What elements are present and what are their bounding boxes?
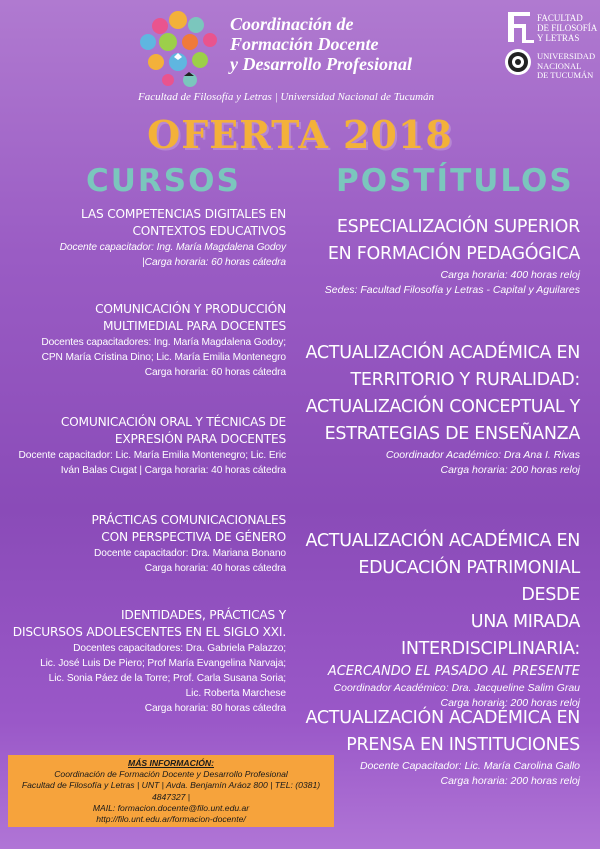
postitulo-detail-line: Carga horaria: 200 horas reloj [440, 775, 580, 787]
postitulo-title-line: ACTUALIZACIÓN ACADÉMICA EN [305, 531, 580, 551]
course-detail-line: Carga horaria: 60 horas cátedra [144, 367, 286, 378]
info-url[interactable]: http://filo.unt.edu.ar/formacion-docente/ [96, 814, 246, 825]
course-detail-line: CPN María Cristina Dino; Lic. María Emilia Montenegro [41, 352, 286, 363]
bubble-cluster-logo-icon [138, 10, 220, 88]
postitulo-title-line: ACTUALIZACIÓN ACADÉMICA EN [305, 708, 580, 728]
info-email[interactable]: MAIL: formacion.docente@filo.unt.edu.ar [92, 802, 250, 813]
unt-logo-line: UNIVERSIDAD [537, 51, 596, 61]
org-title-line: Formación Docente [230, 34, 379, 54]
postitulo-subtitle: ACERCANDO EL PASADO AL PRESENTE [327, 664, 580, 679]
unt-seal-icon [504, 48, 532, 76]
postitulo-title-line: EN FORMACIÓN PEDAGÓGICA [327, 244, 580, 264]
course-detail-line: Iván Balas Cugat | Carga horaria: 40 horas cátedra [60, 465, 286, 476]
info-line: Coordinación de Formación Docente y Desarrollo Profesional [54, 769, 288, 780]
course-item [6, 206, 286, 270]
postitulo-detail-line: Docente Capacitador: Lic. María Carolina Gallo [359, 760, 580, 772]
info-box [8, 755, 334, 827]
course-title-line: MULTIMEDIAL PARA DOCENTES [102, 319, 286, 333]
unt-logo-text [537, 52, 595, 81]
course-title-line: EXPRESIÓN PARA DOCENTES [114, 432, 286, 446]
postitulo-title-line: ESTRATEGIAS DE ENSEÑANZA [324, 424, 580, 444]
postitulo-title-line: PRENSA EN INSTITUCIONES [346, 735, 580, 755]
postitulo-details [300, 759, 580, 789]
postitulo-item [300, 705, 580, 789]
unt-logo-line: DE TUCUMÁN [537, 70, 594, 80]
course-title-line: CONTEXTOS EDUCATIVOS [132, 224, 286, 238]
course-details [6, 448, 286, 478]
org-title [230, 14, 500, 74]
postitulo-title [300, 214, 580, 268]
course-title [6, 206, 286, 240]
postitulo-detail-line: Sedes: Facultad Filosofía y Letras - Capital y Aguilares [324, 284, 580, 296]
course-details [0, 641, 286, 716]
course-title [6, 512, 286, 546]
course-title-line: PRÁCTICAS COMUNICACIONALES [91, 513, 286, 527]
main-title: OFERTA 2018 [147, 112, 453, 157]
postitulo-details [300, 448, 580, 478]
course-title-line: COMUNICACIÓN Y PRODUCCIÓN [95, 302, 286, 316]
course-detail-line: Lic. José Luis De Piero; Prof María Evangelina Narvaja; [40, 658, 286, 669]
course-title [6, 414, 286, 448]
postitulo-item [300, 528, 580, 711]
postitulo-details [300, 268, 580, 298]
course-detail-line: Docentes capacitadores: Ing. María Magdalena Godoy; [41, 337, 286, 348]
course-item [6, 414, 286, 478]
course-detail-line: Docentes capacitadores: Dra. Gabriela Palazzo; [73, 643, 286, 654]
course-detail-line: Carga horaria: 80 horas cátedra [144, 703, 286, 714]
course-detail-line: Carga horaria: 40 horas cátedra [144, 563, 286, 574]
postitulo-detail-line: Coordinador Académico: Dra. Jacqueline Salim Grau [333, 682, 580, 694]
postitulo-title-line: TERRITORIO Y RURALIDAD: [350, 370, 580, 390]
postitulo-item [300, 340, 580, 478]
course-title [0, 607, 286, 641]
info-line: Facultad de Filosofía y Letras | UNT | Avda. Benjamín Aráoz 800 | TEL: (0381) 4847327 | [21, 780, 321, 802]
postitulo-detail-line: Coordinador Académico: Dra Ana I. Rivas [385, 449, 580, 461]
course-detail-line: Docente capacitador: Dra. Mariana Bonano [94, 548, 286, 559]
org-title-line: Coordinación de [230, 14, 354, 34]
fl-logo-line: DE FILOSOFÍA [537, 23, 598, 33]
course-item [6, 512, 286, 576]
postitulo-title [300, 528, 580, 663]
fl-logo-icon [504, 10, 536, 44]
course-title-line: COMUNICACIÓN ORAL Y TÉCNICAS DE [60, 415, 286, 429]
org-title-line: y Desarrollo Profesional [230, 54, 412, 74]
course-detail-line: Lic. Roberta Marchese [185, 688, 286, 699]
postitulo-title-line: EDUCACIÓN PATRIMONIAL DESDE [358, 558, 580, 605]
postitulo-item [300, 214, 580, 298]
fl-logo-text [537, 13, 597, 43]
course-item [6, 301, 286, 380]
course-title-line: CON PERSPECTIVA DE GÉNERO [101, 530, 286, 544]
postitulo-detail-line: Carga horaria: 200 horas reloj [440, 697, 580, 709]
course-title-line: IDENTIDADES, PRÁCTICAS Y [120, 608, 286, 622]
fl-logo-line: Y LETRAS [537, 33, 580, 43]
course-detail-line: Lic. Sonia Páez de la Torre; Prof. Carla Susana Soria; [48, 673, 286, 684]
course-details [6, 546, 286, 576]
course-detail-line: |Carga horaria: 60 horas cátedra [142, 257, 286, 268]
faculty-subtitle: Facultad de Filosofía y Letras | Universidad Nacional de Tucumán [138, 91, 435, 103]
cursos-heading: CURSOS [86, 163, 241, 199]
postitulo-title [300, 340, 580, 448]
course-detail-line: Docente capacitador: Lic. María Emilia Montenegro; Lic. Eric [18, 450, 286, 461]
unt-logo-line: NACIONAL [537, 60, 582, 71]
postitulo-detail-line: Carga horaria: 200 horas reloj [440, 464, 580, 476]
postitulo-title-line: UNA MIRADA INTERDISCIPLINARIA: [401, 612, 580, 659]
info-heading: MÁS INFORMACIÓN: [128, 758, 214, 768]
course-details [6, 240, 286, 270]
postitulo-title [300, 705, 580, 759]
postitulos-heading: POSTÍTULOS [336, 163, 574, 199]
course-detail-line: Docente capacitador: Ing. María Magdalena Godoy [59, 242, 286, 253]
course-title [6, 301, 286, 335]
postitulo-title-line: ACTUALIZACIÓN CONCEPTUAL Y [305, 397, 580, 417]
fl-logo-line: FACULTAD [537, 13, 583, 23]
course-title-line: DISCURSOS ADOLESCENTES EN EL SIGLO XXI. [12, 625, 286, 639]
course-details [6, 335, 286, 380]
postitulo-detail-line: Carga horaria: 400 horas reloj [440, 269, 580, 281]
postitulo-title-line: ACTUALIZACIÓN ACADÉMICA EN [305, 343, 580, 363]
course-title-line: LAS COMPETENCIAS DIGITALES EN [81, 207, 286, 221]
postitulo-title-line: ESPECIALIZACIÓN SUPERIOR [336, 217, 580, 237]
course-item [0, 607, 286, 716]
